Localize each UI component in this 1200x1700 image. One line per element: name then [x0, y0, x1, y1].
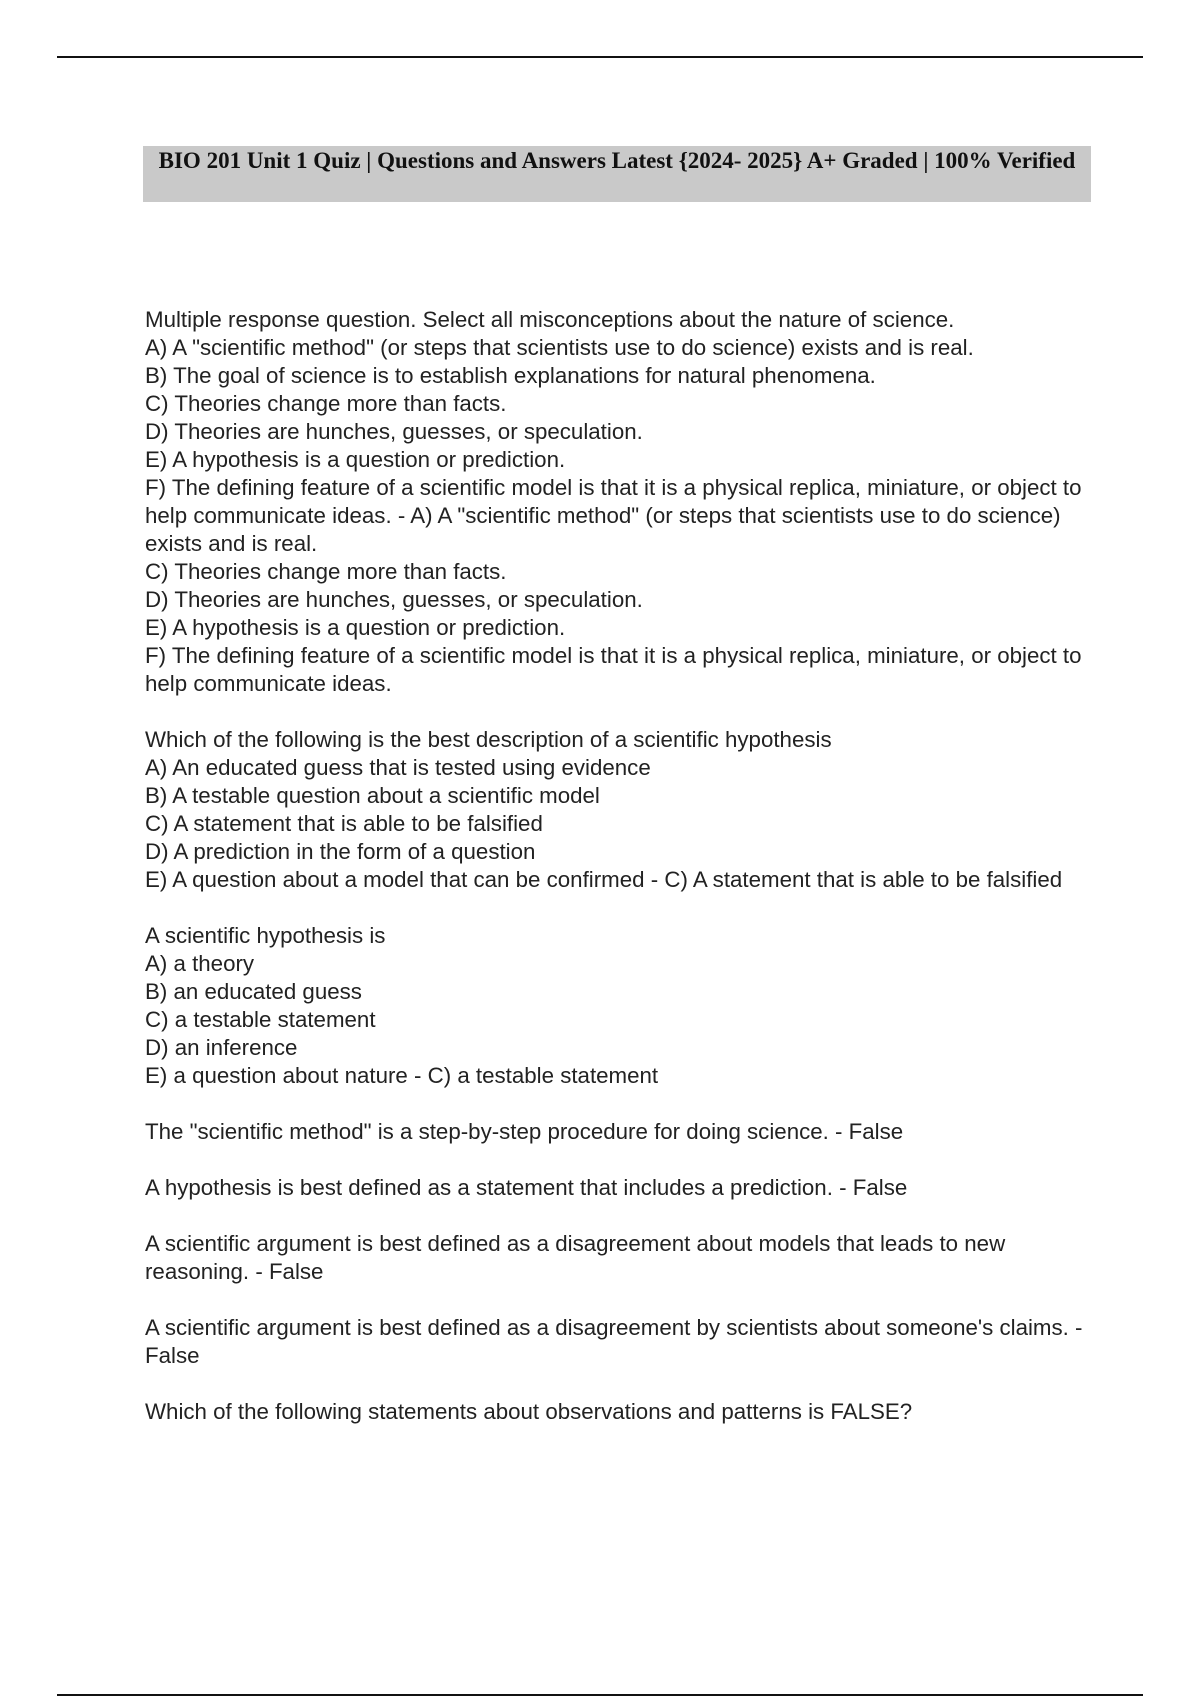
answer-option-with-answer: E) a question about nature - C) a testable statement: [145, 1063, 659, 1088]
question-with-answer: A hypothesis is best defined as a statement that includes a prediction. - False: [145, 1175, 908, 1200]
top-rule: [57, 56, 1143, 58]
answer-text: D) Theories are hunches, guesses, or speculation.: [145, 587, 643, 612]
question-8: [145, 1398, 1095, 1426]
question-prompt: Multiple response question. Select all misconceptions about the nature of science.: [145, 307, 955, 332]
bottom-rule: [57, 1694, 1143, 1696]
question-with-answer: A scientific argument is best defined as a disagreement by scientists about someone's claims. - False: [145, 1315, 1083, 1368]
answer-option: D) an inference: [145, 1035, 298, 1060]
answer-option-with-answer: F) The defining feature of a scientific model is that it is a physical replica, miniature, or object to help communicate ideas. - A) A "scientific method" (or steps that scientists use to do science) exists and is real.: [145, 475, 1082, 556]
answer-option: C) a testable statement: [145, 1007, 376, 1032]
question-7: [145, 1314, 1095, 1370]
answer-option: C) A statement that is able to be falsified: [145, 811, 543, 836]
answer-option: E) A hypothesis is a question or prediction.: [145, 447, 566, 472]
question-prompt: A scientific hypothesis is: [145, 923, 386, 948]
answer-option: A) A "scientific method" (or steps that scientists use to do science) exists and is real.: [145, 335, 974, 360]
question-3: [145, 922, 1095, 1090]
document-title: BIO 201 Unit 1 Quiz | Questions and Answers Latest {2024- 2025} A+ Graded | 100% Verified: [143, 146, 1091, 202]
answer-option: B) A testable question about a scientific model: [145, 783, 600, 808]
question-6: [145, 1230, 1095, 1286]
question-with-answer: The "scientific method" is a step-by-step procedure for doing science. - False: [145, 1119, 904, 1144]
answer-option: C) Theories change more than facts.: [145, 391, 507, 416]
question-5: [145, 1174, 1095, 1202]
question-prompt: Which of the following statements about observations and patterns is FALSE?: [145, 1399, 913, 1424]
question-prompt: Which of the following is the best description of a scientific hypothesis: [145, 727, 832, 752]
answer-text: F) The defining feature of a scientific model is that it is a physical replica, miniature, or object to help communicate ideas.: [145, 643, 1082, 696]
question-1: [145, 306, 1095, 698]
answer-option: B) an educated guess: [145, 979, 362, 1004]
answer-text: E) A hypothesis is a question or prediction.: [145, 615, 566, 640]
question-2: [145, 726, 1095, 894]
answer-option: D) A prediction in the form of a question: [145, 839, 536, 864]
answer-option: A) An educated guess that is tested using evidence: [145, 755, 651, 780]
answer-option: D) Theories are hunches, guesses, or speculation.: [145, 419, 643, 444]
question-with-answer: A scientific argument is best defined as a disagreement about models that leads to new reasoning. - False: [145, 1231, 1006, 1284]
question-4: [145, 1118, 1095, 1146]
answer-text: C) Theories change more than facts.: [145, 559, 507, 584]
answer-option: A) a theory: [145, 951, 255, 976]
answer-option: B) The goal of science is to establish explanations for natural phenomena.: [145, 363, 876, 388]
document-body: [145, 306, 1095, 1454]
answer-option-with-answer: E) A question about a model that can be confirmed - C) A statement that is able to be falsified: [145, 867, 1063, 892]
